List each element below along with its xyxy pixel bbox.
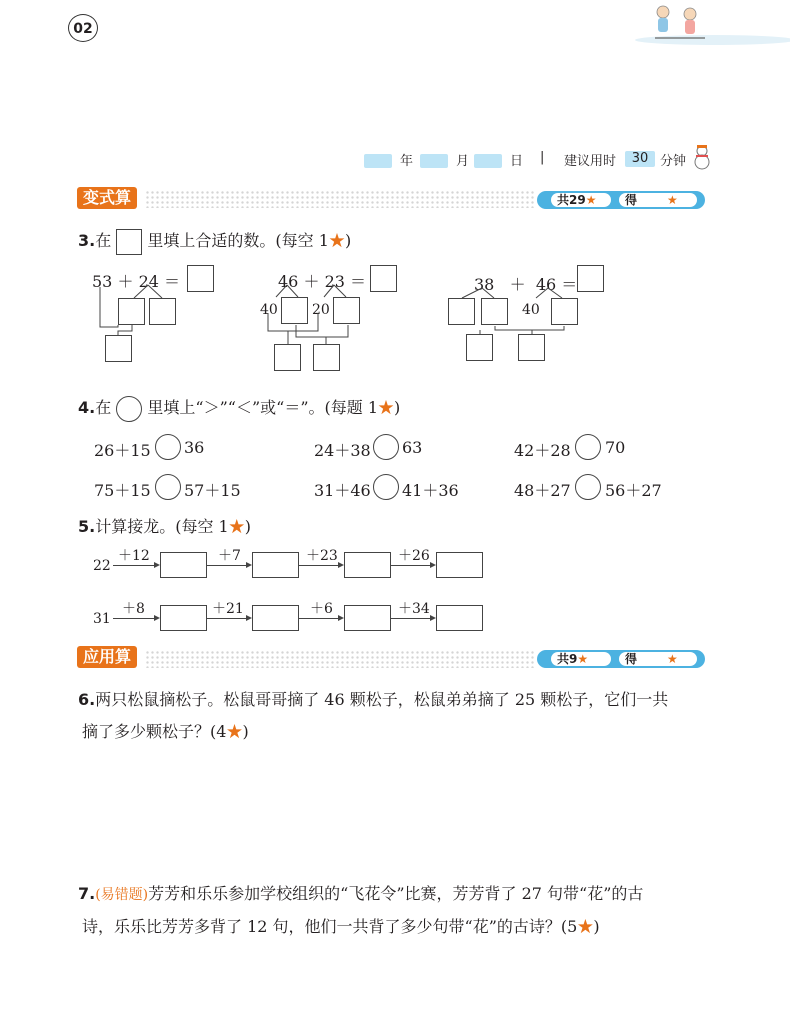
- star-icon: ★: [667, 193, 678, 207]
- score-bar: [537, 650, 705, 668]
- q3-text-post: 里填上合适的数。(每空 1: [147, 231, 329, 250]
- score-pill[interactable]: [619, 652, 697, 666]
- day-label: 日: [510, 154, 524, 169]
- q5-text-end: ): [244, 517, 251, 536]
- compare-circle[interactable]: [155, 434, 181, 460]
- chain-box[interactable]: [344, 605, 391, 631]
- compare-left: 24＋38: [314, 441, 371, 460]
- chain-box[interactable]: [436, 605, 483, 631]
- compare-circle[interactable]: [373, 434, 399, 460]
- chain-box[interactable]: [252, 605, 299, 631]
- equals: ＝: [164, 272, 181, 291]
- chain-start: 22: [93, 558, 111, 574]
- compare-right: 41＋36: [402, 481, 459, 500]
- month-label: 月: [456, 154, 470, 169]
- chain-arrow: [113, 565, 155, 566]
- section-divider: [145, 190, 535, 208]
- q3-text-pre: 在: [95, 231, 112, 250]
- score-pill[interactable]: [619, 193, 697, 207]
- chain-op: ＋21: [212, 601, 244, 617]
- compare-left: 48＋27: [514, 481, 571, 500]
- chain-op: ＋8: [122, 601, 145, 617]
- question-3: [78, 228, 351, 254]
- q6-text-2: 摘了多少颗松子？(4: [82, 722, 227, 741]
- total-stars-pill: [551, 193, 611, 207]
- section-title-application: 应用算: [77, 646, 137, 668]
- q6-line-2: [78, 716, 718, 748]
- operand: 38: [474, 275, 495, 294]
- chain-op: ＋23: [306, 548, 338, 564]
- score-label: 得: [625, 652, 638, 666]
- year-label: 年: [400, 154, 414, 169]
- question-5: [78, 514, 251, 537]
- star-icon: ★: [667, 652, 678, 666]
- q7-text-end: ): [593, 917, 600, 936]
- compare-circle[interactable]: [575, 474, 601, 500]
- suggested-time-label: 建议用时: [564, 154, 617, 169]
- chain-op: ＋7: [218, 548, 241, 564]
- compare-right: 70: [605, 438, 626, 457]
- header-illustration: [615, 0, 790, 50]
- q4-inline-circle-icon: [116, 396, 142, 422]
- chain-op: ＋26: [398, 548, 430, 564]
- score-label: 得: [625, 193, 638, 207]
- compare-left: 26＋15: [94, 441, 151, 460]
- star-icon: ★: [328, 231, 345, 250]
- star-icon: ★: [577, 917, 594, 936]
- compare-circle[interactable]: [575, 434, 601, 460]
- chain-arrow: [113, 618, 155, 619]
- answer-box[interactable]: [187, 265, 214, 292]
- day-blank[interactable]: [474, 154, 502, 168]
- q4-text-post: 里填上“＞”“＜”或“＝”。(每题 1: [147, 398, 379, 417]
- chain-box[interactable]: [252, 552, 299, 578]
- question-6: [78, 684, 718, 748]
- chain-arrow: [391, 618, 431, 619]
- q6-line-1: [78, 684, 718, 716]
- chain-arrow: [299, 565, 339, 566]
- month-blank[interactable]: [420, 154, 448, 168]
- question-4: [78, 395, 400, 421]
- minutes-unit: 分钟: [660, 154, 687, 169]
- answer-box[interactable]: [518, 334, 545, 361]
- page-number: 02: [68, 14, 98, 42]
- compare-left: 31＋46: [314, 481, 371, 500]
- question-number: 5.: [78, 517, 96, 536]
- compare-right: 63: [402, 438, 423, 457]
- chain-op: ＋12: [118, 548, 150, 564]
- chain-arrow: [207, 565, 247, 566]
- snowman-icon: [693, 144, 711, 174]
- minutes-value: 30: [625, 151, 655, 167]
- question-number: 4.: [78, 398, 96, 417]
- q7-text-2: 诗，乐乐比芳芳多背了 12 句，他们一共背了多少句带“花”的古诗？(5: [82, 917, 578, 936]
- question-number: 6.: [78, 690, 96, 709]
- date-separator: |: [540, 150, 545, 165]
- q7-text-1: 芳芳和乐乐参加学校组织的“飞花令”比赛，芳芳背了 27 句带“花”的古: [148, 884, 644, 903]
- section-divider: [145, 650, 535, 668]
- star-icon: ★: [378, 398, 395, 417]
- operand: 24: [138, 272, 159, 291]
- chain-box[interactable]: [344, 552, 391, 578]
- operator: ＋: [303, 272, 320, 291]
- q3-split-lines-2: [260, 283, 370, 348]
- compare-circle[interactable]: [155, 474, 181, 500]
- operator: ＋: [509, 275, 526, 294]
- q6-text-1: 两只松鼠摘松子。松鼠哥哥摘了 46 颗松子，松鼠弟弟摘了 25 颗松子，它们一共: [95, 690, 669, 709]
- q3-split-lines-3: [440, 286, 590, 336]
- chain-arrow: [391, 565, 431, 566]
- star-icon: ★: [577, 652, 589, 666]
- total-stars-label: 共9: [557, 652, 578, 666]
- answer-box[interactable]: [274, 344, 301, 371]
- compare-left: 42＋28: [514, 441, 571, 460]
- operand: 23: [324, 272, 345, 291]
- q5-text: 计算接龙。(每空 1: [95, 517, 229, 536]
- chain-op: ＋6: [310, 601, 333, 617]
- q7-tag: (易错题): [95, 887, 149, 903]
- answer-box[interactable]: [466, 334, 493, 361]
- q3-text-end: ): [344, 231, 352, 250]
- q7-line-2: [78, 911, 718, 943]
- year-blank[interactable]: [364, 154, 392, 168]
- chain-op: ＋34: [398, 601, 430, 617]
- q4-text-pre: 在: [95, 398, 112, 417]
- section-title-variant: 变式算: [77, 187, 137, 209]
- q4-text-end: ): [394, 398, 401, 417]
- compare-right: 57＋15: [184, 481, 241, 500]
- chain-arrow: [299, 618, 339, 619]
- operand: 53: [92, 272, 113, 291]
- answer-box[interactable]: [313, 344, 340, 371]
- star-icon: ★: [226, 722, 243, 741]
- question-number: 3.: [78, 231, 96, 250]
- compare-right: 36: [184, 438, 205, 457]
- q6-text-end: ): [242, 722, 249, 741]
- chain-start: 31: [93, 611, 111, 627]
- chain-box[interactable]: [160, 605, 207, 631]
- q3-split-lines-1: [90, 283, 190, 343]
- compare-left: 75＋15: [94, 481, 151, 500]
- operator: ＋: [117, 272, 134, 291]
- split-value: 40: [260, 302, 278, 318]
- chain-arrow: [207, 618, 247, 619]
- score-bar: [537, 191, 705, 209]
- question-number: 7.: [78, 884, 96, 903]
- answer-box[interactable]: [370, 265, 397, 292]
- split-value: 40: [522, 302, 540, 318]
- total-stars-pill: [551, 652, 611, 666]
- chain-box[interactable]: [436, 552, 483, 578]
- chain-box[interactable]: [160, 552, 207, 578]
- total-stars-label: 共29: [557, 193, 586, 207]
- equals: ＝: [561, 275, 578, 294]
- split-value: 20: [312, 302, 330, 318]
- operand: 46: [278, 272, 299, 291]
- compare-right: 56＋27: [605, 481, 662, 500]
- equals: ＝: [350, 272, 367, 291]
- star-icon: ★: [228, 517, 245, 536]
- compare-circle[interactable]: [373, 474, 399, 500]
- operand: 46: [535, 275, 557, 294]
- question-7: [78, 878, 718, 943]
- q3-inline-box-icon: [116, 229, 142, 255]
- q7-line-1: [78, 878, 718, 911]
- star-icon: ★: [585, 193, 597, 207]
